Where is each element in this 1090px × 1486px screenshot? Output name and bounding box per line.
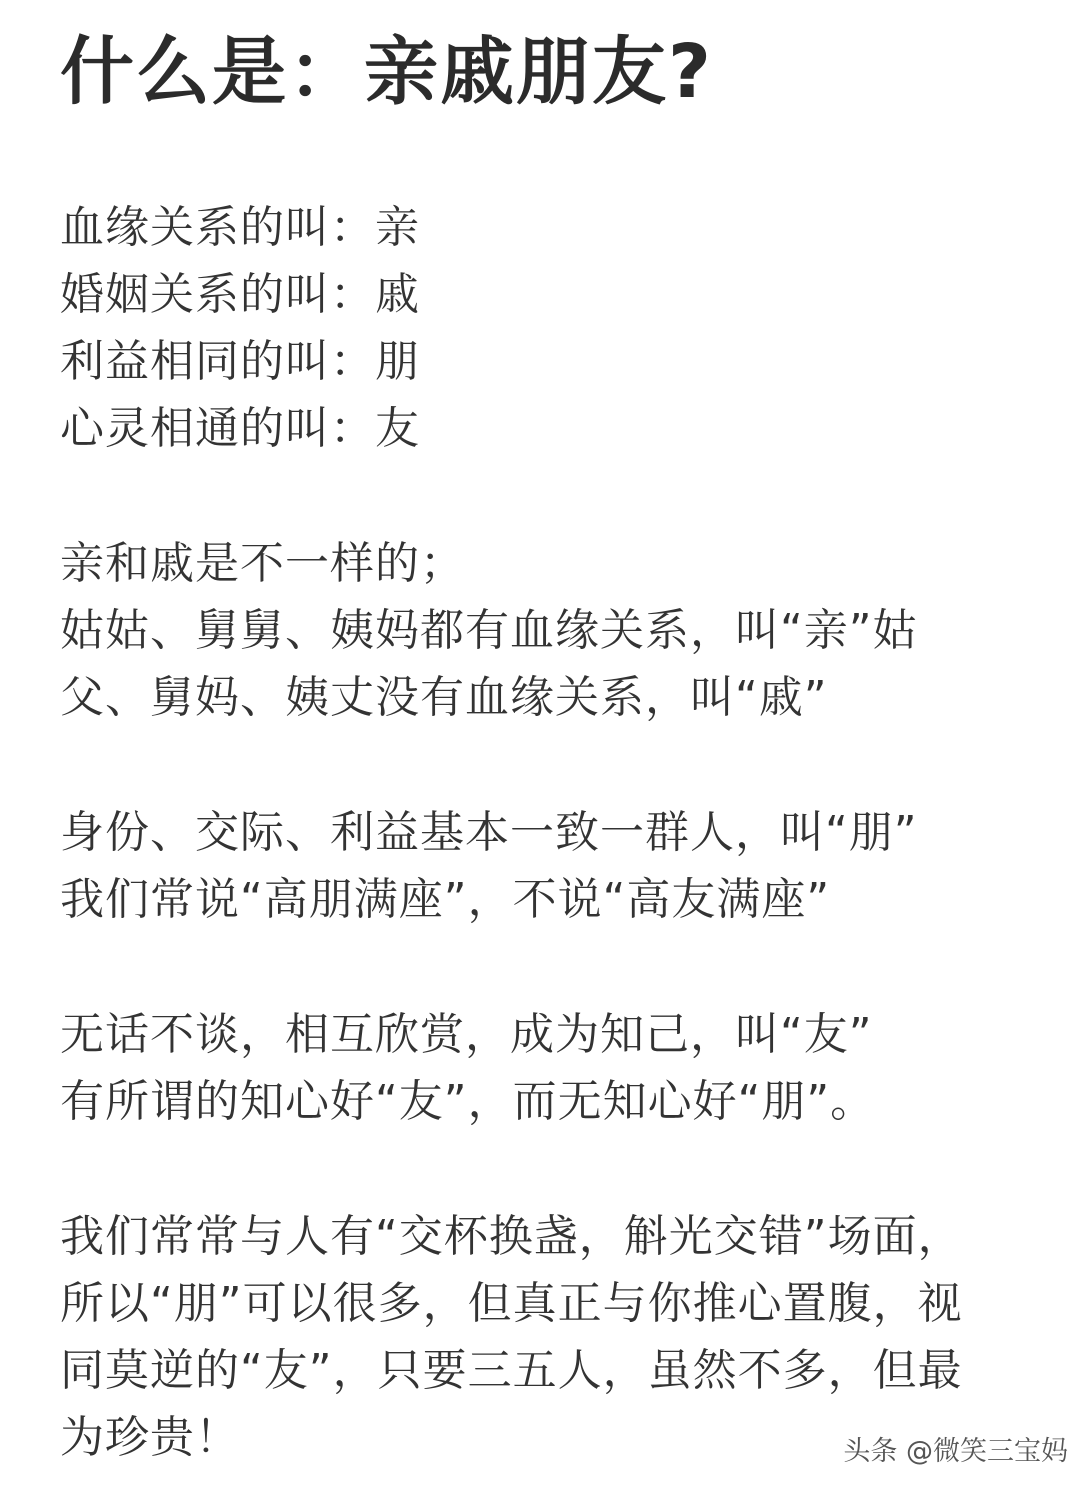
paragraph-line: 父、舅妈、姨丈没有血缘关系，叫“戚” <box>60 672 828 723</box>
paragraph-line: 无话不谈，相互欣赏，成为知己，叫“友” <box>60 1009 873 1060</box>
definition-line: 心灵相通的叫：友 <box>60 403 420 454</box>
paragraph-line: 我们常说“高朋满座”，不说“高友满座” <box>60 874 831 925</box>
paragraph-line: 所以“朋”可以很多，但真正与你推心置腹，视 <box>60 1278 963 1329</box>
definition-line: 利益相同的叫：朋 <box>60 336 420 387</box>
paragraph-line: 我们常常与人有“交杯换盏，斛光交错”场面， <box>60 1211 963 1262</box>
definition-line: 婚姻关系的叫：戚 <box>60 269 420 320</box>
paragraph-line: 有所谓的知心好“友”，而无知心好“朋”。 <box>60 1076 876 1127</box>
source-watermark: 头条 @微笑三宝妈 <box>843 1436 1068 1467</box>
page-title: 什么是：亲戚朋友? <box>60 29 713 115</box>
paragraph-line: 身份、交际、利益基本一致一群人，叫“朋” <box>60 807 918 858</box>
paragraph-line: 亲和戚是不一样的； <box>60 538 465 589</box>
definition-line: 血缘关系的叫：亲 <box>60 202 420 253</box>
paragraph-line: 为珍贵！ <box>60 1412 240 1463</box>
paragraph-line: 姑姑、舅舅、姨妈都有血缘关系，叫“亲”姑 <box>60 605 918 656</box>
paragraph-line: 同莫逆的“友”，只要三五人，虽然不多，但最 <box>60 1345 963 1396</box>
